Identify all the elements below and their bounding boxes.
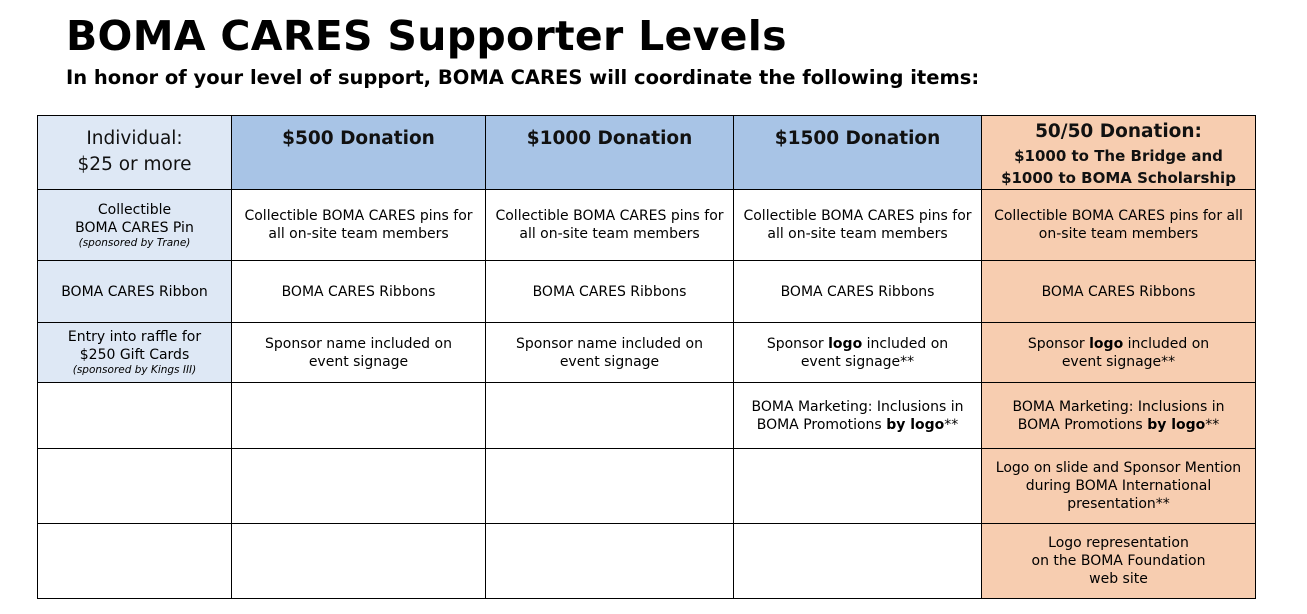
cell-1000-empty xyxy=(486,449,734,524)
cell-1000-signage: Sponsor name included on event signage xyxy=(486,323,734,383)
cell-individual-ribbon: BOMA CARES Ribbon xyxy=(38,261,232,323)
cell-1500-pins: Collectible BOMA CARES pins for all on-site team members xyxy=(734,190,982,261)
table-row-signage xyxy=(38,323,1256,383)
page-subtitle: In honor of your level of support, BOMA CARES will coordinate the following items: xyxy=(66,66,980,89)
cell-1000-ribbons: BOMA CARES Ribbons xyxy=(486,261,734,323)
table-row-pins xyxy=(38,190,1256,261)
cell-1000-empty xyxy=(486,383,734,449)
cell-fifty-signage: Sponsor logo included on event signage** xyxy=(982,323,1256,383)
cell-500-signage: Sponsor name included on event signage xyxy=(232,323,486,383)
table-row-marketing xyxy=(38,383,1256,449)
cell-fifty-pins: Collectible BOMA CARES pins for all on-site team members xyxy=(982,190,1256,261)
cell-1000-empty xyxy=(486,524,734,599)
cell-500-empty xyxy=(232,524,486,599)
header-500-donation: $500 Donation xyxy=(232,116,486,190)
cell-individual-empty xyxy=(38,524,232,599)
table-row-ribbons xyxy=(38,261,1256,323)
cell-fifty-slide: Logo on slide and Sponsor Mention during BOMA International presentation** xyxy=(982,449,1256,524)
header-individual: Individual: $25 or more xyxy=(38,116,232,190)
cell-individual-raffle: Entry into raffle for $250 Gift Cards (sponsored by Kings III) xyxy=(38,323,232,383)
header-fifty-fifty-donation: 50/50 Donation: $1000 to The Bridge and $1000 to BOMA Scholarship xyxy=(982,116,1256,190)
page-title: BOMA CARES Supporter Levels xyxy=(66,12,787,60)
cell-fifty-marketing: BOMA Marketing: Inclusions in BOMA Promotions by logo** xyxy=(982,383,1256,449)
cell-500-pins: Collectible BOMA CARES pins for all on-site team members xyxy=(232,190,486,261)
cell-fifty-ribbons: BOMA CARES Ribbons xyxy=(982,261,1256,323)
cell-500-empty xyxy=(232,449,486,524)
header-row xyxy=(38,116,1256,190)
supporter-levels-table xyxy=(37,115,1256,599)
cell-500-ribbons: BOMA CARES Ribbons xyxy=(232,261,486,323)
cell-individual-empty xyxy=(38,449,232,524)
header-1500-donation: $1500 Donation xyxy=(734,116,982,190)
cell-1500-empty xyxy=(734,449,982,524)
header-1000-donation: $1000 Donation xyxy=(486,116,734,190)
cell-individual-pin: Collectible BOMA CARES Pin (sponsored by Trane) xyxy=(38,190,232,261)
table-row-slide xyxy=(38,449,1256,524)
cell-1500-empty xyxy=(734,524,982,599)
cell-1500-signage: Sponsor logo included on event signage** xyxy=(734,323,982,383)
cell-1500-ribbons: BOMA CARES Ribbons xyxy=(734,261,982,323)
cell-1500-marketing: BOMA Marketing: Inclusions in BOMA Promotions by logo** xyxy=(734,383,982,449)
cell-fifty-website: Logo representation on the BOMA Foundation web site xyxy=(982,524,1256,599)
cell-500-empty xyxy=(232,383,486,449)
table-row-website xyxy=(38,524,1256,599)
cell-1000-pins: Collectible BOMA CARES pins for all on-site team members xyxy=(486,190,734,261)
cell-individual-empty xyxy=(38,383,232,449)
